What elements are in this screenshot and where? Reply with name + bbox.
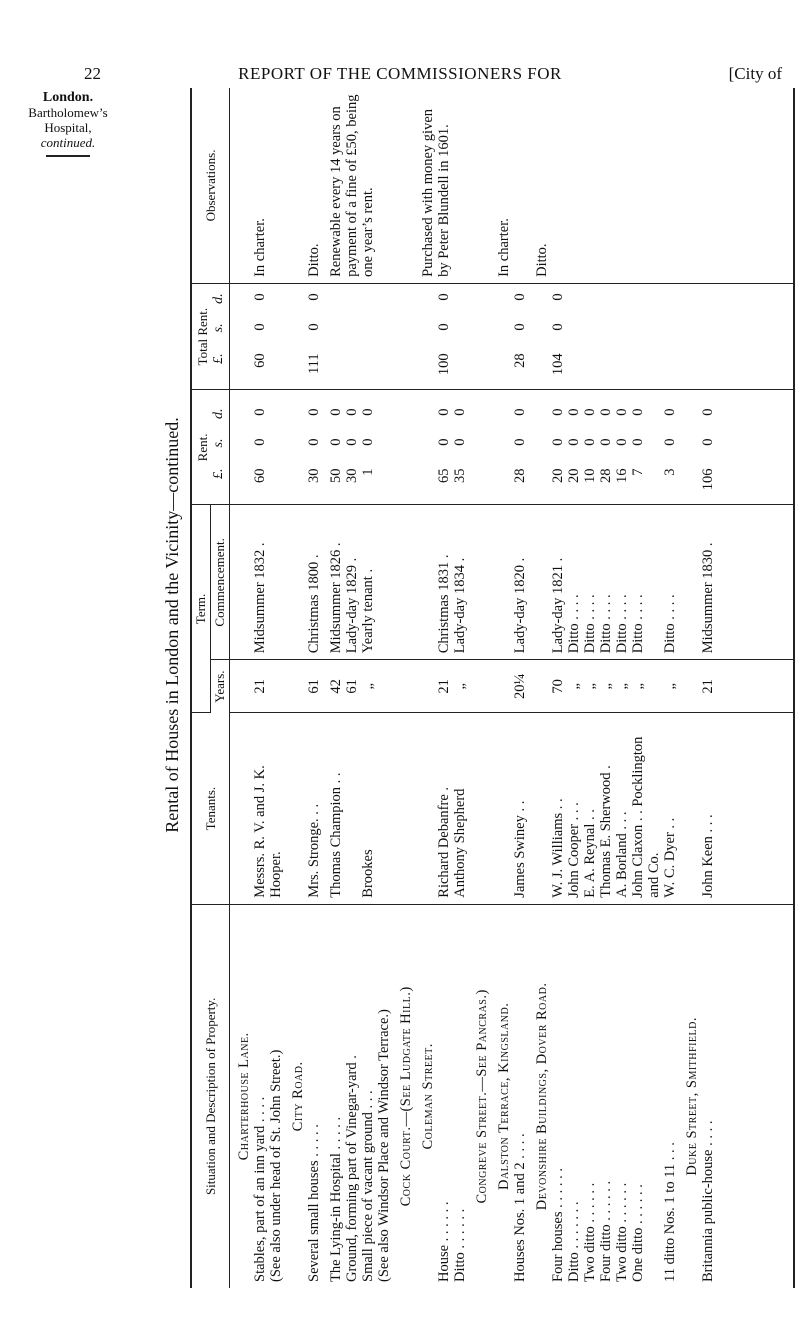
- header-total-rent: Total Rent. £. s. d.: [191, 283, 230, 389]
- spacer: [398, 719, 414, 897]
- observation-cell: [582, 94, 598, 277]
- situation-cell: One ditto . . . . . .: [630, 1184, 646, 1282]
- situation-cell: Ditto . . . . . . .: [566, 1201, 582, 1282]
- total-part: 60: [252, 353, 268, 368]
- tenant-cell: W. C. Dyer . .: [662, 817, 678, 898]
- tenant-cell: [344, 719, 360, 897]
- spacer: [236, 511, 252, 653]
- spacer: [398, 511, 414, 653]
- years-cell: 21: [252, 679, 268, 694]
- situation-cell: Two ditto . . . . . .: [614, 1182, 630, 1282]
- commencement-cell: Midsummer 1830 .: [700, 542, 716, 654]
- rental-table: [190, 88, 795, 1288]
- rent-part: 10: [582, 468, 598, 483]
- commencement-cell: Lady-day 1829 .: [344, 557, 360, 654]
- tenant-cell: Mrs. Stronge. . .: [306, 803, 322, 898]
- situation-cell: The Lying-in Hospital . . . . .: [328, 1116, 344, 1282]
- rent-part: 3: [662, 468, 678, 476]
- group-heading: Duke Street, Smithfield.: [684, 1017, 700, 1176]
- rent-part: 0: [252, 408, 268, 416]
- commencement-cell: Lady-day 1820 .: [512, 557, 528, 654]
- header-years: Years.: [211, 660, 230, 713]
- margin-note-continued: continued.: [40, 135, 96, 150]
- years-cell: [268, 666, 284, 706]
- total-cell: [328, 290, 344, 383]
- rent-cell: [646, 396, 662, 498]
- rent-part: [376, 438, 392, 468]
- tenant-cell: John Keen . . .: [700, 814, 716, 898]
- table-row: [230, 88, 795, 1288]
- tenant-cell: [376, 719, 392, 897]
- spacer: [684, 719, 700, 897]
- commencement-cell: Lady-day 1834 .: [452, 557, 468, 654]
- years-cell: „: [630, 683, 646, 690]
- spacer: [480, 94, 496, 277]
- situation-cell: Ditto . . . . . .: [452, 1208, 468, 1282]
- tenant-cell: Brookes: [360, 849, 376, 898]
- commencement-cell: Ditto . . . .: [630, 594, 646, 654]
- spacer: [290, 396, 306, 498]
- spacer: [420, 396, 436, 498]
- rent-cell: [376, 396, 392, 498]
- observation-cell: Renewable every 14 years on payment of a fine of £50, being one year’s rent.: [328, 94, 376, 277]
- spacer: [496, 511, 512, 653]
- rent-part: 0: [452, 438, 468, 446]
- spacer: [404, 94, 420, 277]
- spacer: [236, 290, 252, 383]
- situation-cell: Britannia public-house . . . .: [700, 1120, 716, 1282]
- spacer: [496, 290, 512, 383]
- rent-cell: [268, 396, 284, 498]
- total-part: 0: [550, 323, 566, 331]
- commencement-cell: Christmas 1831 .: [436, 554, 452, 654]
- observation-cell: In charter.: [252, 218, 268, 277]
- rent-part: 0: [700, 438, 716, 446]
- rent-part: 50: [328, 468, 344, 483]
- rent-part: 0: [328, 438, 344, 446]
- years-cell: [376, 666, 392, 706]
- tenant-cell: Hooper.: [268, 851, 284, 898]
- total-cell: [252, 290, 268, 383]
- spacer: [236, 666, 252, 706]
- spacer: [518, 94, 534, 277]
- observation-cell: [614, 94, 630, 277]
- group-gap: [716, 290, 722, 383]
- spacer: [290, 290, 306, 383]
- header-tenants: Tenants.: [191, 713, 230, 904]
- observation-cell: [598, 94, 614, 277]
- observation-cell: [684, 94, 700, 277]
- rent-part: 0: [630, 408, 646, 416]
- col-rent: [230, 390, 795, 505]
- observation-cell: [646, 94, 662, 277]
- rent-part: 0: [512, 408, 528, 416]
- rent-part: 0: [436, 438, 452, 446]
- margin-note: [8, 90, 128, 157]
- rent-cell: [512, 396, 528, 498]
- total-part: 0: [512, 323, 528, 331]
- rent-cell: [700, 396, 716, 498]
- total-part: 100: [436, 353, 452, 376]
- rent-part: [268, 438, 284, 468]
- commencement-cell: Ditto . . . .: [614, 594, 630, 654]
- spacer: [398, 290, 414, 383]
- commencement-cell: Ditto . . . .: [582, 594, 598, 654]
- rent-part: 0: [662, 438, 678, 446]
- spacer: [684, 511, 700, 653]
- total-cell: [700, 290, 716, 383]
- tenant-cell: Messrs. R. V. and J. K.: [252, 765, 268, 898]
- spacer: [420, 719, 436, 897]
- total-cell: [630, 290, 646, 383]
- margin-note-london: London.: [42, 90, 94, 105]
- col-years: [230, 660, 795, 713]
- situation-cell: (See also Windsor Place and Windsor Terrace.): [376, 1009, 392, 1282]
- spacer: [290, 666, 306, 706]
- total-part: 0: [436, 293, 452, 301]
- spacer: [534, 511, 550, 653]
- spacer: [534, 290, 550, 383]
- total-part: 0: [306, 293, 322, 301]
- years-cell: „: [582, 683, 598, 690]
- header-commencement: Commencement.: [211, 505, 230, 660]
- rent-part: 0: [306, 438, 322, 446]
- total-part: 0: [252, 323, 268, 331]
- rent-part: 0: [700, 408, 716, 416]
- tenant-cell: John Claxon . . Pocklington: [630, 736, 646, 898]
- rent-cell: [344, 396, 360, 498]
- page-number: 22: [84, 64, 101, 83]
- observation-cell: Ditto.: [306, 243, 322, 277]
- spacer: [398, 396, 414, 498]
- observation-cell: Purchased with money given by Peter Blundell in 1601.: [420, 108, 452, 277]
- commencement-cell: Ditto . . . .: [662, 594, 678, 654]
- total-part: 0: [550, 293, 566, 301]
- spacer: [420, 666, 436, 706]
- spacer: [398, 666, 414, 706]
- situation-cell: Ground, forming part of Vinegar-yard .: [344, 1055, 360, 1282]
- margin-rule: [46, 155, 90, 157]
- table-body: [230, 88, 795, 1288]
- rent-part: 28: [598, 468, 614, 483]
- spacer: [684, 666, 700, 706]
- commencement-cell: Midsummer 1832 .: [252, 542, 268, 654]
- col-tenants: [230, 713, 795, 904]
- observation-cell: Ditto.: [534, 243, 550, 277]
- tenant-cell: Anthony Shepherd: [452, 788, 468, 898]
- total-cell: [598, 290, 614, 383]
- rent-part: 0: [566, 438, 582, 446]
- rent-part: 0: [598, 438, 614, 446]
- rent-part: 30: [344, 468, 360, 483]
- rent-part: 0: [436, 408, 452, 416]
- rent-cell: [550, 396, 566, 498]
- tenant-cell: W. J. Williams . .: [550, 798, 566, 898]
- situation-cell: House . . . . . .: [436, 1201, 452, 1282]
- spacer: [474, 290, 490, 383]
- spacer: [496, 396, 512, 498]
- rent-part: 0: [252, 438, 268, 446]
- header-rent: Rent. £. s. d.: [191, 390, 230, 505]
- tenant-cell: Thomas E. Sherwood .: [598, 765, 614, 898]
- spacer: [684, 290, 700, 383]
- rent-part: 0: [582, 438, 598, 446]
- commencement-cell: Ditto . . . .: [598, 594, 614, 654]
- rent-part: [268, 408, 284, 438]
- rent-cell: [452, 396, 468, 498]
- total-cell: [512, 290, 528, 383]
- total-cell: [550, 290, 566, 383]
- rent-part: 16: [614, 468, 630, 483]
- years-cell: „: [360, 683, 376, 690]
- total-cell: [566, 290, 582, 383]
- running-city: [City of: [728, 64, 782, 83]
- rent-part: 0: [598, 408, 614, 416]
- total-part: 0: [252, 293, 268, 301]
- rent-part: 0: [512, 438, 528, 446]
- spacer: [668, 94, 684, 277]
- rent-cell: [328, 396, 344, 498]
- rent-part: 0: [306, 408, 322, 416]
- total-part: 104: [550, 353, 566, 376]
- spacer: [290, 719, 306, 897]
- spacer: [496, 719, 512, 897]
- rent-part: [376, 408, 392, 438]
- rent-part: 0: [550, 408, 566, 416]
- rent-cell: [252, 396, 268, 498]
- spacer: [474, 666, 490, 706]
- spacer: [382, 94, 398, 277]
- group-gap: [700, 94, 706, 277]
- tenant-cell: John Cooper . . .: [566, 802, 582, 898]
- rent-part: 28: [512, 468, 528, 483]
- rent-part: 0: [344, 408, 360, 416]
- group-heading: Charterhouse Lane.: [236, 1032, 252, 1161]
- years-cell: 42: [328, 679, 344, 694]
- commencement-cell: Yearly tenant .: [360, 568, 376, 654]
- group-heading: Cock Court.—(See Ludgate Hill.): [398, 986, 414, 1207]
- rental-table-wrapper: [190, 88, 795, 1288]
- years-cell: „: [452, 683, 468, 690]
- situation-cell: 11 ditto Nos. 1 to 11 . . .: [662, 1142, 678, 1282]
- rent-part: 106: [700, 468, 716, 491]
- situation-cell: [646, 911, 662, 1282]
- rent-part: 0: [566, 408, 582, 416]
- total-part: 111: [306, 353, 322, 375]
- rent-part: 0: [582, 408, 598, 416]
- years-cell: 61: [344, 679, 360, 694]
- spacer: [474, 511, 490, 653]
- situation-cell: Small piece of vacant ground . . .: [360, 1090, 376, 1282]
- spacer: [474, 396, 490, 498]
- observation-cell: [566, 94, 582, 277]
- situation-cell: Four houses . . . . . .: [550, 1168, 566, 1282]
- rent-part: 0: [344, 438, 360, 446]
- total-part: 28: [512, 353, 528, 368]
- total-cell: [344, 290, 360, 383]
- observation-cell: [268, 94, 284, 277]
- rent-part: 0: [328, 408, 344, 416]
- margin-note-hospital: Bartholomew’s: [28, 105, 108, 120]
- situation-cell: (See also under head of St. John Street.): [268, 1049, 284, 1282]
- tenant-cell: Thomas Champion . .: [328, 772, 344, 898]
- total-cell: [582, 290, 598, 383]
- tenant-cell: E. A. Reynal . .: [582, 809, 598, 898]
- group-heading: City Road.: [290, 1061, 306, 1132]
- rent-cell: [306, 396, 322, 498]
- situation-cell: Stables, part of an inn yard . . . .: [252, 1096, 268, 1282]
- header-situation: Situation and Description of Property.: [191, 904, 230, 1288]
- situation-cell: Four ditto . . . . . .: [598, 1180, 614, 1282]
- commencement-cell: [646, 511, 662, 653]
- rent-cell: [614, 396, 630, 498]
- running-title: REPORT OF THE COMMISSIONERS FOR: [238, 64, 562, 83]
- rent-part: 30: [306, 468, 322, 483]
- margin-note-hospital-2: Hospital,: [44, 120, 92, 135]
- col-total: [230, 283, 795, 389]
- spacer: [684, 396, 700, 498]
- header-observations: Observations.: [191, 88, 230, 283]
- total-cell: [376, 290, 392, 383]
- group-gap: [716, 911, 722, 1282]
- rent-part: 60: [252, 468, 268, 483]
- rent-part: 0: [614, 408, 630, 416]
- observation-cell: In charter.: [496, 218, 512, 277]
- spacer: [534, 396, 550, 498]
- total-cell: [662, 290, 678, 383]
- total-part: 0: [512, 293, 528, 301]
- group-heading: Dalston Terrace, Kingsland.: [496, 1002, 512, 1191]
- commencement-cell: Christmas 1800 .: [306, 554, 322, 654]
- side-title: Rental of Houses in London and the Vicinity—continued.: [162, 417, 182, 833]
- spacer: [496, 666, 512, 706]
- spacer: [458, 94, 474, 277]
- rent-part: 20: [566, 468, 582, 483]
- commencement-cell: Midsummer 1826 .: [328, 542, 344, 654]
- tenant-cell: A. Borland . . .: [614, 811, 630, 898]
- spacer: [534, 666, 550, 706]
- group-heading: Coleman Street.: [420, 1043, 436, 1150]
- commencement-cell: Ditto . . . .: [566, 594, 582, 654]
- situation-cell: Several small houses . . . . .: [306, 1124, 322, 1282]
- total-cell: [436, 290, 452, 383]
- rent-part: [268, 468, 284, 498]
- spacer: [236, 94, 252, 277]
- group-heading: Devonshire Buildings, Dover Road.: [534, 982, 550, 1211]
- tenant-cell: Richard Debanfre .: [436, 786, 452, 898]
- spacer: [534, 719, 550, 897]
- commencement-cell: [376, 511, 392, 653]
- rent-part: 0: [360, 438, 376, 446]
- rent-cell: [582, 396, 598, 498]
- rent-cell: [630, 396, 646, 498]
- rent-part: 7: [630, 468, 646, 476]
- spacer: [236, 719, 252, 897]
- spacer: [290, 511, 306, 653]
- tenant-cell: James Swiney . .: [512, 800, 528, 898]
- years-cell: 20¼: [512, 673, 528, 700]
- rent-part: [646, 408, 662, 438]
- rent-cell: [566, 396, 582, 498]
- total-cell: [360, 290, 376, 383]
- rent-part: 0: [614, 438, 630, 446]
- spacer: [420, 511, 436, 653]
- commencement-cell: Lady-day 1821 .: [550, 557, 566, 654]
- years-cell: „: [598, 683, 614, 690]
- rent-part: 1: [360, 468, 376, 476]
- total-cell: [614, 290, 630, 383]
- rent-part: 0: [550, 438, 566, 446]
- situation-cell: Two ditto . . . . . .: [582, 1182, 598, 1282]
- group-gap: [716, 396, 722, 498]
- years-cell: „: [614, 683, 630, 690]
- rent-cell: [360, 396, 376, 498]
- total-cell: [268, 290, 284, 383]
- group-gap: [716, 719, 722, 897]
- rent-part: 0: [630, 438, 646, 446]
- rent-part: 0: [360, 408, 376, 416]
- rent-part: [376, 468, 392, 498]
- rent-cell: [662, 396, 678, 498]
- rent-part: [646, 438, 662, 468]
- header-term: Term.: [191, 505, 211, 713]
- group-heading: Congreve Street.—See Pancras.): [474, 989, 490, 1204]
- commencement-cell: [268, 511, 284, 653]
- situation-cell: Houses Nos. 1 and 2 . . . .: [512, 1133, 528, 1282]
- total-cell: [452, 290, 468, 383]
- col-situation: [230, 904, 795, 1288]
- rent-cell: [598, 396, 614, 498]
- rent-cell: [436, 396, 452, 498]
- total-part: 0: [436, 323, 452, 331]
- years-cell: 21: [436, 679, 452, 694]
- total-cell: [646, 290, 662, 383]
- observation-cell: [630, 94, 646, 277]
- rent-part: 0: [662, 408, 678, 416]
- col-commencement: [230, 505, 795, 660]
- years-cell: „: [662, 683, 678, 690]
- years-cell: 21: [700, 679, 716, 694]
- spacer: [420, 290, 436, 383]
- group-gap: [716, 511, 722, 653]
- rent-part: 35: [452, 468, 468, 483]
- years-cell: 70: [550, 679, 566, 694]
- rent-part: 65: [436, 468, 452, 483]
- group-gap: [716, 666, 722, 706]
- tenant-cell: and Co.: [646, 852, 662, 898]
- spacer: [236, 396, 252, 498]
- rent-part: 0: [452, 408, 468, 416]
- years-cell: „: [566, 683, 582, 690]
- years-cell: [646, 666, 662, 706]
- spacer: [290, 94, 306, 277]
- observation-cell: [550, 94, 566, 277]
- rent-part: 20: [550, 468, 566, 483]
- total-cell: [306, 290, 322, 383]
- years-cell: 61: [306, 679, 322, 694]
- rent-part: [646, 468, 662, 498]
- total-part: 0: [306, 323, 322, 331]
- spacer: [474, 719, 490, 897]
- col-obs: [230, 88, 795, 283]
